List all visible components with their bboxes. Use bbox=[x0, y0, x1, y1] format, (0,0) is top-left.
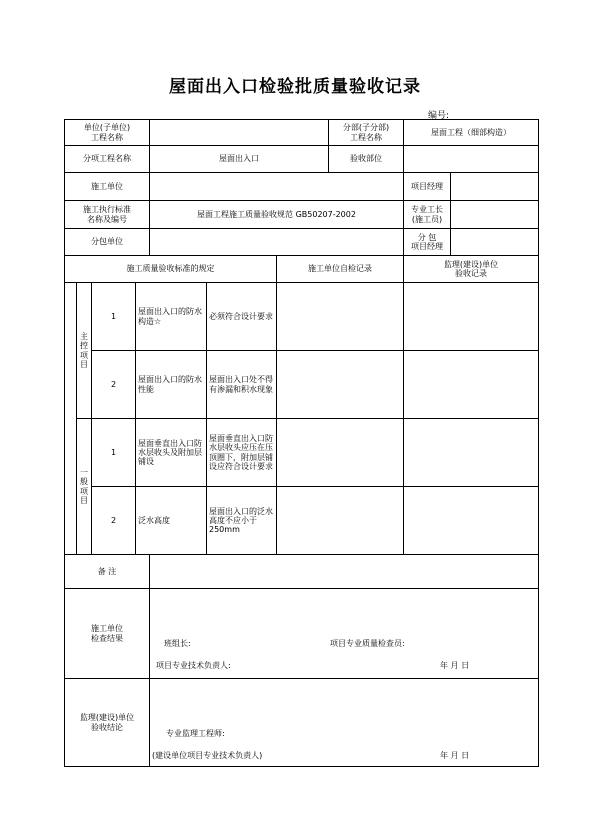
general-group-label: 一 般 项 目 bbox=[77, 419, 92, 555]
project-manager-label: 项目经理 bbox=[404, 173, 451, 201]
table-row bbox=[65, 419, 539, 487]
tech-lead-label: 项目专业技术负责人: bbox=[156, 661, 231, 670]
team-leader-label: 班组长: bbox=[164, 639, 191, 648]
supervision-cell[interactable] bbox=[404, 419, 539, 487]
sub-manager-value[interactable] bbox=[451, 229, 539, 256]
quality-inspector-label: 项目专业质量检查员: bbox=[330, 639, 405, 648]
construction-check-label: 施工单位 检查结果 bbox=[65, 589, 150, 679]
construction-unit-value[interactable] bbox=[150, 173, 404, 201]
supervision-cell[interactable] bbox=[404, 283, 539, 351]
standard-label: 施工执行标准 名称及编号 bbox=[65, 201, 150, 229]
subcontract-label: 分包单位 bbox=[65, 229, 150, 256]
supervision-conclusion-label: 监理(建设)单位 验收结论 bbox=[65, 679, 150, 767]
sub-manager-label: 分 包 项目经理 bbox=[404, 229, 451, 256]
supervision-conclusion-area[interactable] bbox=[150, 679, 539, 767]
owner-lead-label: (建设单位项目专业技术负责人) bbox=[152, 751, 263, 760]
project-manager-value[interactable] bbox=[451, 173, 539, 201]
self-check-column-header: 施工单位自检记录 bbox=[277, 256, 404, 283]
supervision-cell[interactable] bbox=[404, 351, 539, 419]
construction-check-area[interactable] bbox=[150, 589, 539, 679]
item-name: 屋面垂直出入口防水层收头及附加层铺设 bbox=[136, 419, 207, 487]
standard-value[interactable]: 屋面工程施工质量验收规范 GB50207-2002 bbox=[150, 201, 404, 229]
table-row bbox=[65, 351, 539, 419]
inspect-part-label: 验收部位 bbox=[329, 146, 404, 173]
sub-project-value[interactable]: 屋面工程（细部构造） bbox=[404, 120, 539, 146]
row-number: 2 bbox=[92, 351, 136, 419]
item-name: 屋面出入口的防水构造☆ bbox=[136, 283, 207, 351]
doc-number-label: 编号: bbox=[428, 111, 450, 121]
sub-project-label: 分部(子分部) 工程名称 bbox=[329, 120, 404, 146]
item-requirement: 屋面垂直出入口防水层收头应压在压顶圈下，附加层铺设应符合设计要求 bbox=[207, 419, 277, 487]
row-number: 2 bbox=[92, 487, 136, 555]
item-requirement: 必须符合设计要求 bbox=[207, 283, 277, 351]
remarks-label: 备 注 bbox=[65, 555, 150, 589]
unit-project-label: 单位(子单位) 工程名称 bbox=[65, 120, 150, 146]
inspection-form-table bbox=[64, 119, 539, 767]
foreman-value[interactable] bbox=[451, 201, 539, 229]
supervision-engineer-label: 专业监理工程师: bbox=[166, 729, 225, 738]
supervision-cell[interactable] bbox=[404, 487, 539, 555]
spec-column-header: 施工质量验收标准的规定 bbox=[65, 256, 277, 283]
subcontract-value[interactable] bbox=[150, 229, 404, 256]
self-check-cell[interactable] bbox=[277, 283, 404, 351]
row-number: 1 bbox=[92, 419, 136, 487]
construction-date: 年 月 日 bbox=[440, 661, 470, 670]
construction-unit-label: 施工单位 bbox=[65, 173, 150, 201]
self-check-cell[interactable] bbox=[277, 487, 404, 555]
supervision-date: 年 月 日 bbox=[440, 751, 470, 760]
row-number: 1 bbox=[92, 283, 136, 351]
item-project-label: 分项工程名称 bbox=[65, 146, 150, 173]
item-requirement: 屋面出入口处不得有渗漏和积水现象 bbox=[207, 351, 277, 419]
foreman-label: 专业工长 (施工员) bbox=[404, 201, 451, 229]
table-row bbox=[65, 487, 539, 555]
supervision-column-header: 监理(建设)单位 验收记录 bbox=[404, 256, 539, 283]
main-control-group-label: 主 控 项 目 bbox=[77, 283, 92, 419]
item-name: 泛水高度 bbox=[136, 487, 207, 555]
item-project-value[interactable]: 屋面出入口 bbox=[150, 146, 329, 173]
item-requirement: 屋面出入口的泛水高度不应小于250mm bbox=[207, 487, 277, 555]
remarks-value[interactable] bbox=[150, 555, 539, 589]
inspect-part-value[interactable] bbox=[404, 146, 539, 173]
self-check-cell[interactable] bbox=[277, 419, 404, 487]
page-title: 屋面出入口检验批质量验收记录 bbox=[169, 77, 421, 97]
self-check-cell[interactable] bbox=[277, 351, 404, 419]
item-name: 屋面出入口的防水性能 bbox=[136, 351, 207, 419]
unit-project-value[interactable] bbox=[150, 120, 329, 146]
table-row bbox=[65, 283, 539, 351]
